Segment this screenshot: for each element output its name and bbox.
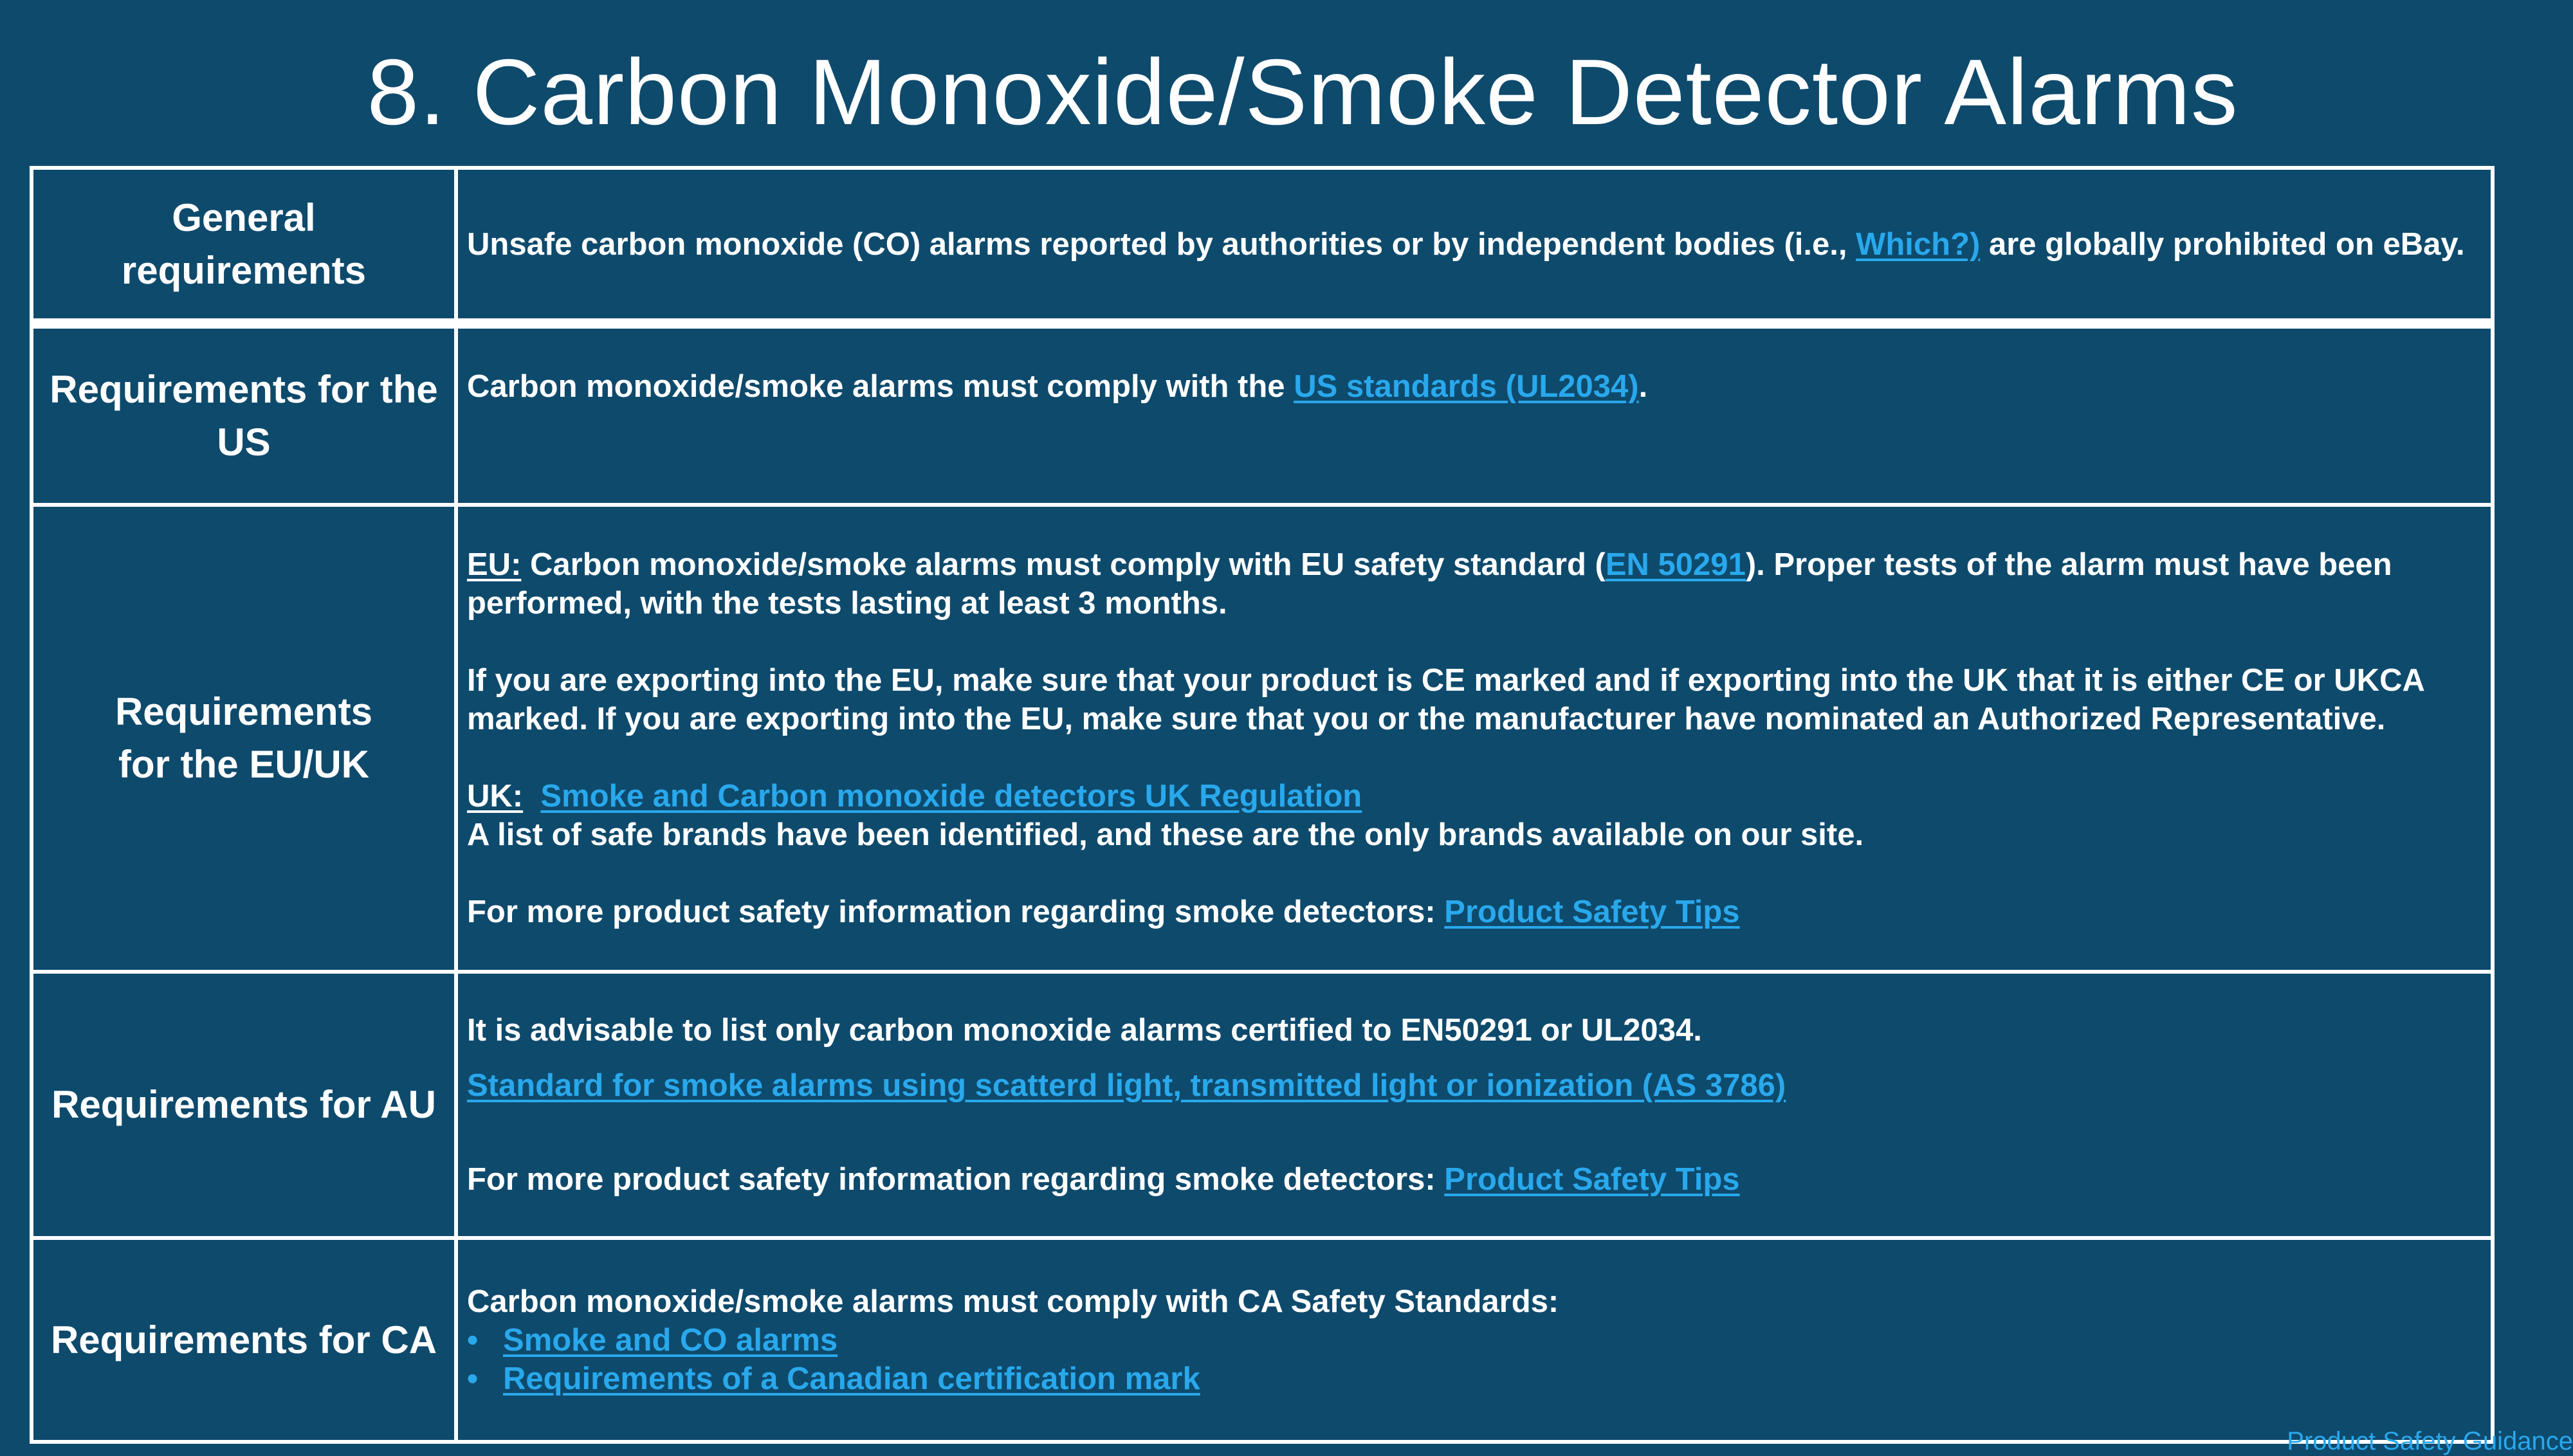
us-standards-link[interactable]: US standards (UL2034) — [1294, 369, 1639, 404]
row-general — [32, 168, 2493, 323]
euuk-more-text: For more product safety information regarding smoke detectors: — [467, 895, 1445, 929]
general-text: Unsafe carbon monoxide (CO) alarms reported by authorities or by independent bodies (i.e., — [467, 226, 1856, 262]
bullet-icon: • — [467, 1322, 479, 1358]
eu-text-end: ). Proper tests of the alarm must have been performed, with the tests lasting at least 3 months. — [467, 547, 2392, 621]
row-body-general — [456, 168, 2493, 323]
row-header-euuk-line1: Requirements — [114, 690, 373, 733]
row-au — [32, 972, 2493, 1238]
canadian-certification-link[interactable]: Requirements of a Canadian certification mark — [503, 1361, 1200, 1396]
footer-label: Product Safety Guidance — [2287, 1427, 2573, 1455]
row-header-us-label: Requirements for the US — [50, 367, 438, 464]
us-text-end: . — [1638, 369, 1648, 404]
euuk-more-info — [467, 893, 2482, 931]
eu-tag: EU: — [467, 547, 522, 582]
row-header-general — [32, 168, 456, 323]
row-header-ca-label: Requirements for CA — [50, 1318, 437, 1361]
uk-regulation-link[interactable]: Smoke and Carbon monoxide detectors UK Regulation — [540, 779, 1362, 814]
ca-intro: Carbon monoxide/smoke alarms must comply with CA Safety Standards: — [467, 1284, 1559, 1319]
requirements-table — [30, 166, 2495, 1444]
list-item — [467, 1321, 2482, 1360]
uk-line — [467, 777, 2482, 815]
which-link[interactable]: Which?) — [1856, 226, 1981, 262]
uk-brands-text: A list of safe brands have been identified, and these are the only brands available on our site. — [467, 817, 1864, 852]
au-advisable-text: It is advisable to list only carbon monoxide alarms certified to EN50291 or UL2034. — [467, 1013, 1702, 1048]
eu-paragraph — [467, 545, 2482, 623]
row-header-euuk-line2: for the EU/UK — [118, 743, 369, 786]
au-more-info — [467, 1160, 2482, 1199]
list-item — [467, 1360, 2482, 1398]
row-header-us — [32, 323, 456, 505]
as3786-link[interactable]: Standard for smoke alarms using scatterd light, transmitted light or ionization (AS 3786) — [467, 1068, 1786, 1103]
row-ca — [32, 1238, 2493, 1442]
bullet-icon: • — [467, 1361, 479, 1396]
au-safety-tips-link[interactable]: Product Safety Tips — [1444, 1162, 1740, 1197]
row-header-euuk — [32, 505, 456, 972]
export-paragraph: If you are exporting into the EU, make sure that your product is CE marked and if exporting into the UK that it is either CE or UKCA marked. If you are exporting into the EU, make sure that you or the manufacturer have nominated an Authorized Representative. — [467, 663, 2424, 736]
euuk-safety-tips-link[interactable]: Product Safety Tips — [1444, 895, 1740, 929]
row-header-ca — [32, 1238, 456, 1442]
us-text: Carbon monoxide/smoke alarms must comply with the — [467, 369, 1294, 404]
row-us — [32, 323, 2493, 505]
page-title: 8. Carbon Monoxide/Smoke Detector Alarms — [367, 40, 2239, 144]
row-header-au-label: Requirements for AU — [51, 1083, 436, 1126]
au-standard-line — [467, 1066, 2482, 1105]
eu-text: Carbon monoxide/smoke alarms must comply with EU safety standard ( — [521, 547, 1606, 582]
general-text-end: are globally prohibited on eBay. — [1980, 226, 2465, 262]
row-body-euuk — [456, 505, 2493, 972]
au-more-text: For more product safety information regarding smoke detectors: — [467, 1162, 1445, 1197]
ca-link-list — [467, 1321, 2482, 1398]
row-euuk — [32, 505, 2493, 972]
row-body-us — [456, 323, 2493, 505]
general-paragraph — [467, 225, 2482, 264]
row-header-general-label: General requirements — [121, 196, 367, 292]
row-body-ca — [456, 1238, 2493, 1442]
en50291-link[interactable]: EN 50291 — [1605, 547, 1746, 582]
smoke-co-alarms-link[interactable]: Smoke and CO alarms — [503, 1322, 838, 1358]
us-paragraph — [467, 367, 2482, 406]
row-body-au — [456, 972, 2493, 1238]
row-header-au — [32, 972, 456, 1238]
uk-tag: UK: — [467, 779, 524, 814]
